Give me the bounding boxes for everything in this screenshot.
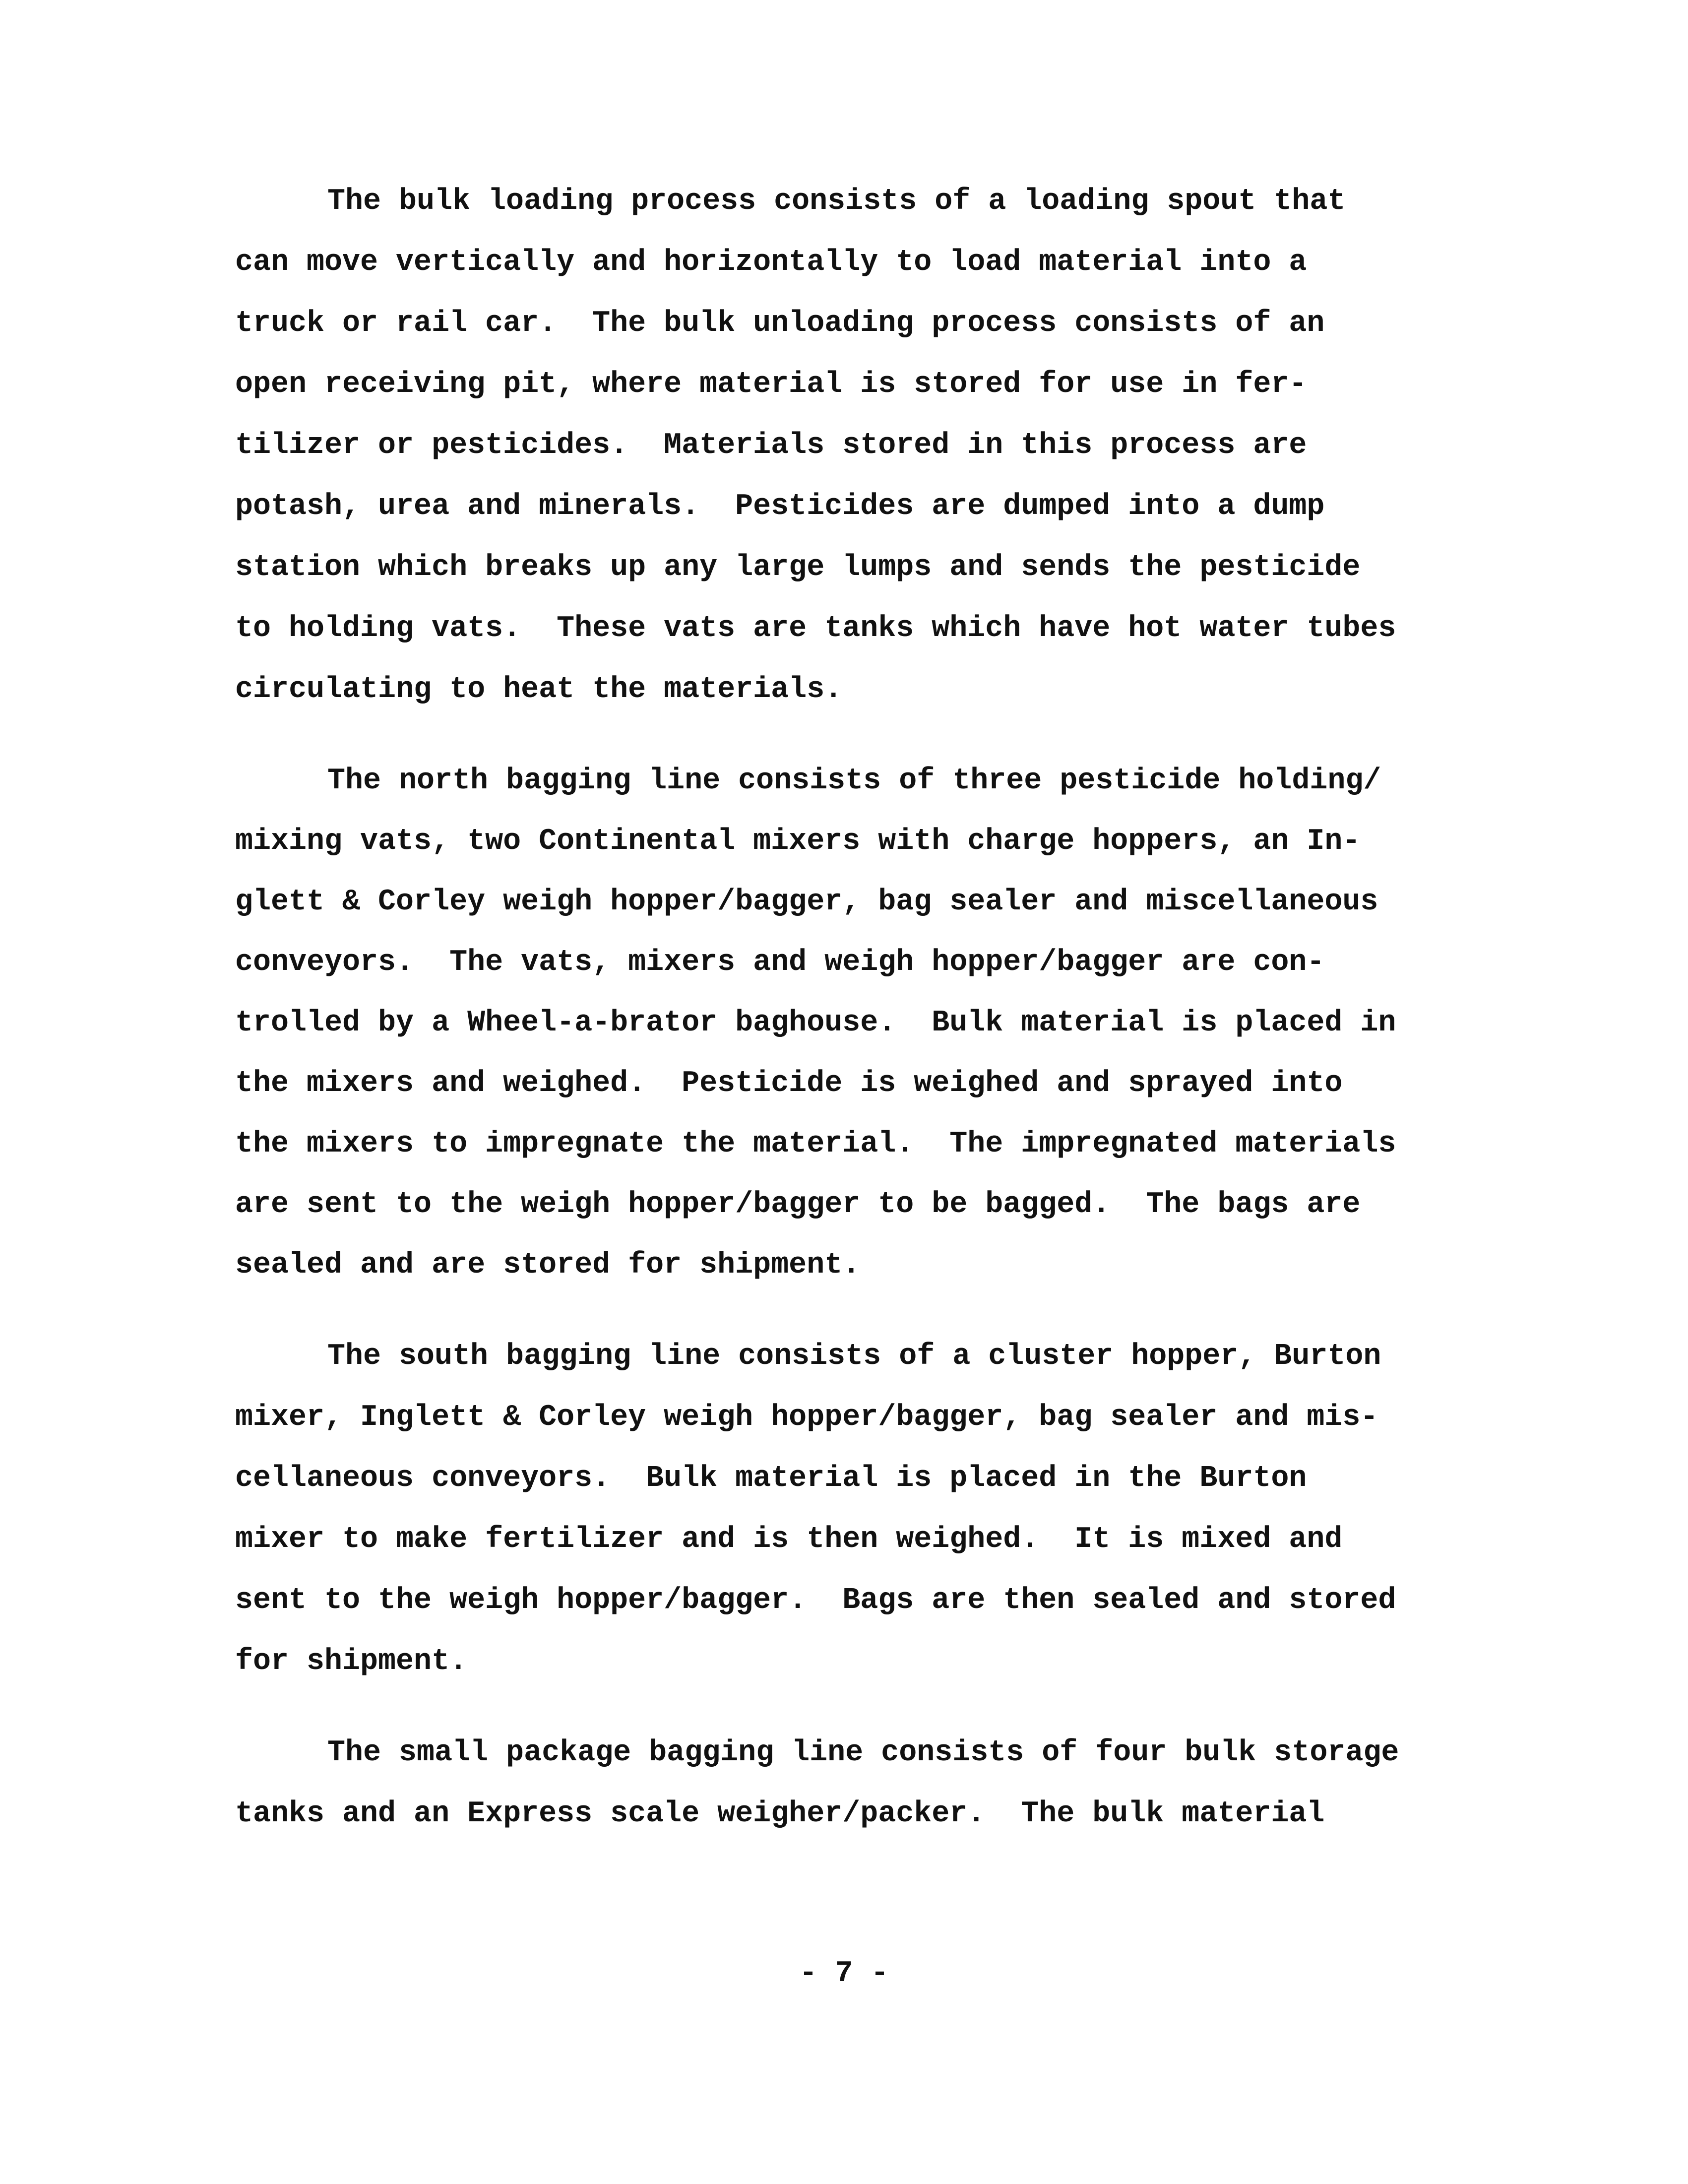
paragraph-line: can move vertically and horizontally to load material into a <box>235 246 1307 279</box>
paragraph-line: to holding vats. These vats are tanks which have hot water tubes <box>235 612 1396 645</box>
paragraph-line: sent to the weigh hopper/bagger. Bags are then sealed and stored <box>235 1584 1396 1617</box>
paragraph-line: glett & Corley weigh hopper/bagger, bag sealer and miscellaneous <box>235 885 1378 919</box>
paragraph-line: tilizer or pesticides. Materials stored in this process are <box>235 429 1307 462</box>
paragraph-line: station which breaks up any large lumps and sends the pesticide <box>235 551 1361 584</box>
paragraph-line: open receiving pit, where material is stored for use in fer- <box>235 368 1307 401</box>
paragraph-line: The north bagging line consists of three pesticide holding/ <box>327 764 1381 798</box>
paragraph-line: the mixers and weighed. Pesticide is weighed and sprayed into <box>235 1067 1343 1100</box>
paragraph-line: The bulk loading process consists of a loading spout that <box>327 185 1346 218</box>
paragraph-line: mixer, Inglett & Corley weigh hopper/bagger, bag sealer and mis- <box>235 1401 1378 1434</box>
paragraph-line: for shipment. <box>235 1645 468 1678</box>
paragraph-line: truck or rail car. The bulk unloading process consists of an <box>235 307 1325 340</box>
paragraph-line: The small package bagging line consists of four bulk storage <box>327 1736 1399 1770</box>
paragraph-line: tanks and an Express scale weigher/packer. The bulk material <box>235 1797 1325 1831</box>
paragraph-line: cellaneous conveyors. Bulk material is placed in the Burton <box>235 1462 1307 1495</box>
paragraph-line: circulating to heat the materials. <box>235 673 843 707</box>
paragraph-line: mixing vats, two Continental mixers with charge hoppers, an In- <box>235 825 1361 858</box>
paragraph-line: mixer to make fertilizer and is then weighed. It is mixed and <box>235 1523 1343 1556</box>
paragraph-line: sealed and are stored for shipment. <box>235 1248 861 1282</box>
paragraph-line: conveyors. The vats, mixers and weigh hopper/bagger are con- <box>235 946 1325 979</box>
paragraph-line: are sent to the weigh hopper/bagger to be bagged. The bags are <box>235 1188 1361 1221</box>
paragraph-line: the mixers to impregnate the material. The impregnated materials <box>235 1127 1396 1161</box>
paragraph-line: potash, urea and minerals. Pesticides are dumped into a dump <box>235 490 1325 523</box>
page-number: - 7 - <box>799 1957 889 1991</box>
paragraph-line: trolled by a Wheel-a-brator baghouse. Bulk material is placed in <box>235 1006 1396 1040</box>
paragraph-line: The south bagging line consists of a cluster hopper, Burton <box>327 1340 1381 1373</box>
